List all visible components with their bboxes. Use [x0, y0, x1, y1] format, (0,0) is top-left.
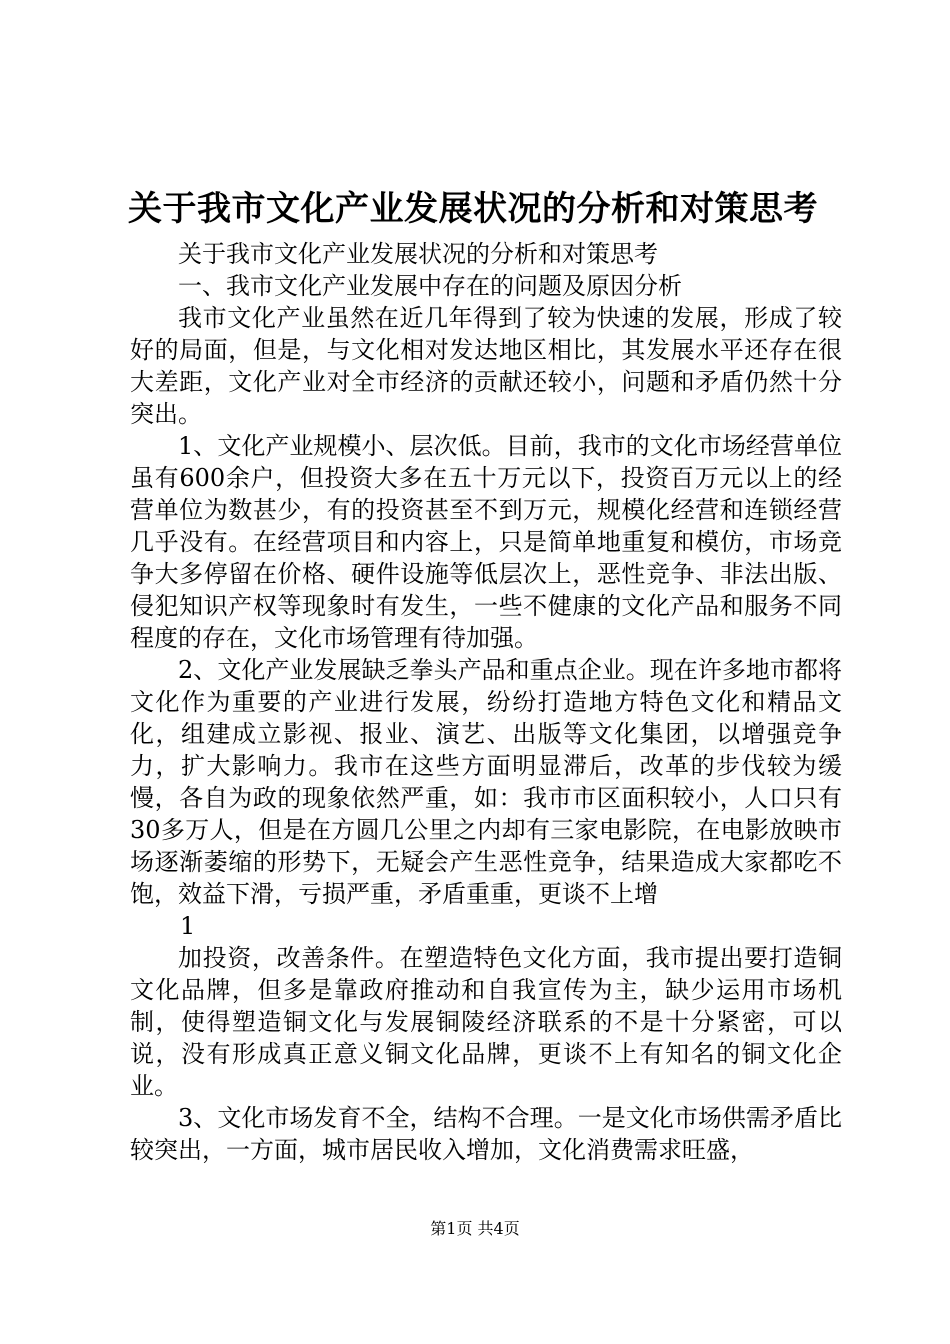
paragraph-subtitle: 关于我市文化产业发展状况的分析和对策思考: [178, 240, 658, 268]
paragraph-intro: 我市文化产业虽然在近几年得到了较为快速的发展，形成了较好的局面，但是，与文化相对发达地区相比，其发展水平还存在很大差距，文化产业对全市经济的贡献还较小，问题和矛盾仍然十分突出。: [130, 304, 842, 428]
document-body: [130, 238, 842, 1166]
inline-page-number: 1: [180, 912, 196, 940]
page-footer: 第1页 共4页: [430, 1219, 520, 1238]
document-title: 关于我市文化产业发展状况的分析和对策思考: [128, 189, 818, 229]
paragraph-section-heading: 一、我市文化产业发展中存在的问题及原因分析: [178, 272, 682, 300]
paragraph-point-2-continued: 加投资，改善条件。在塑造特色文化方面，我市提出要打造铜文化品牌，但多是靠政府推动和自我宣传为主，缺少运用市场机制，使得塑造铜文化与发展铜陵经济联系的不是十分紧密，可以说，没有形成真正意义铜文化品牌，更谈不上有知名的铜文化企业。: [130, 944, 842, 1100]
paragraph-point-3: 3、文化市场发育不全，结构不合理。一是文化市场供需矛盾比较突出，一方面，城市居民收入增加，文化消费需求旺盛，: [130, 1104, 842, 1164]
paragraph-point-1: 1、文化产业规模小、层次低。目前，我市的文化市场经营单位虽有600余户，但投资大多在五十万元以下，投资百万元以上的经营单位为数甚少，有的投资甚至不到万元，规模化经营和连锁经营几乎没有。在经营项目和内容上，只是简单地重复和模仿，市场竞争大多停留在价格、硬件设施等低层次上，恶性竞争、非法出版、侵犯知识产权等现象时有发生，一些不健康的文化产品和服务不同程度的存在，文化市场管理有待加强。: [130, 432, 842, 652]
paragraph-point-2: 2、文化产业发展缺乏拳头产品和重点企业。现在许多地市都将文化作为重要的产业进行发展，纷纷打造地方特色文化和精品文化，组建成立影视、报业、演艺、出版等文化集团，以增强竞争力，扩大影响力。我市在这些方面明显滞后，改革的步伐较为缓慢，各自为政的现象依然严重，如：我市市区面积较小，人口只有30多万人，但是在方圆几公里之内却有三家电影院，在电影放映市场逐渐萎缩的形势下，无疑会产生恶性竞争，结果造成大家都吃不饱，效益下滑，亏损严重，矛盾重重，更谈不上增: [130, 656, 842, 908]
